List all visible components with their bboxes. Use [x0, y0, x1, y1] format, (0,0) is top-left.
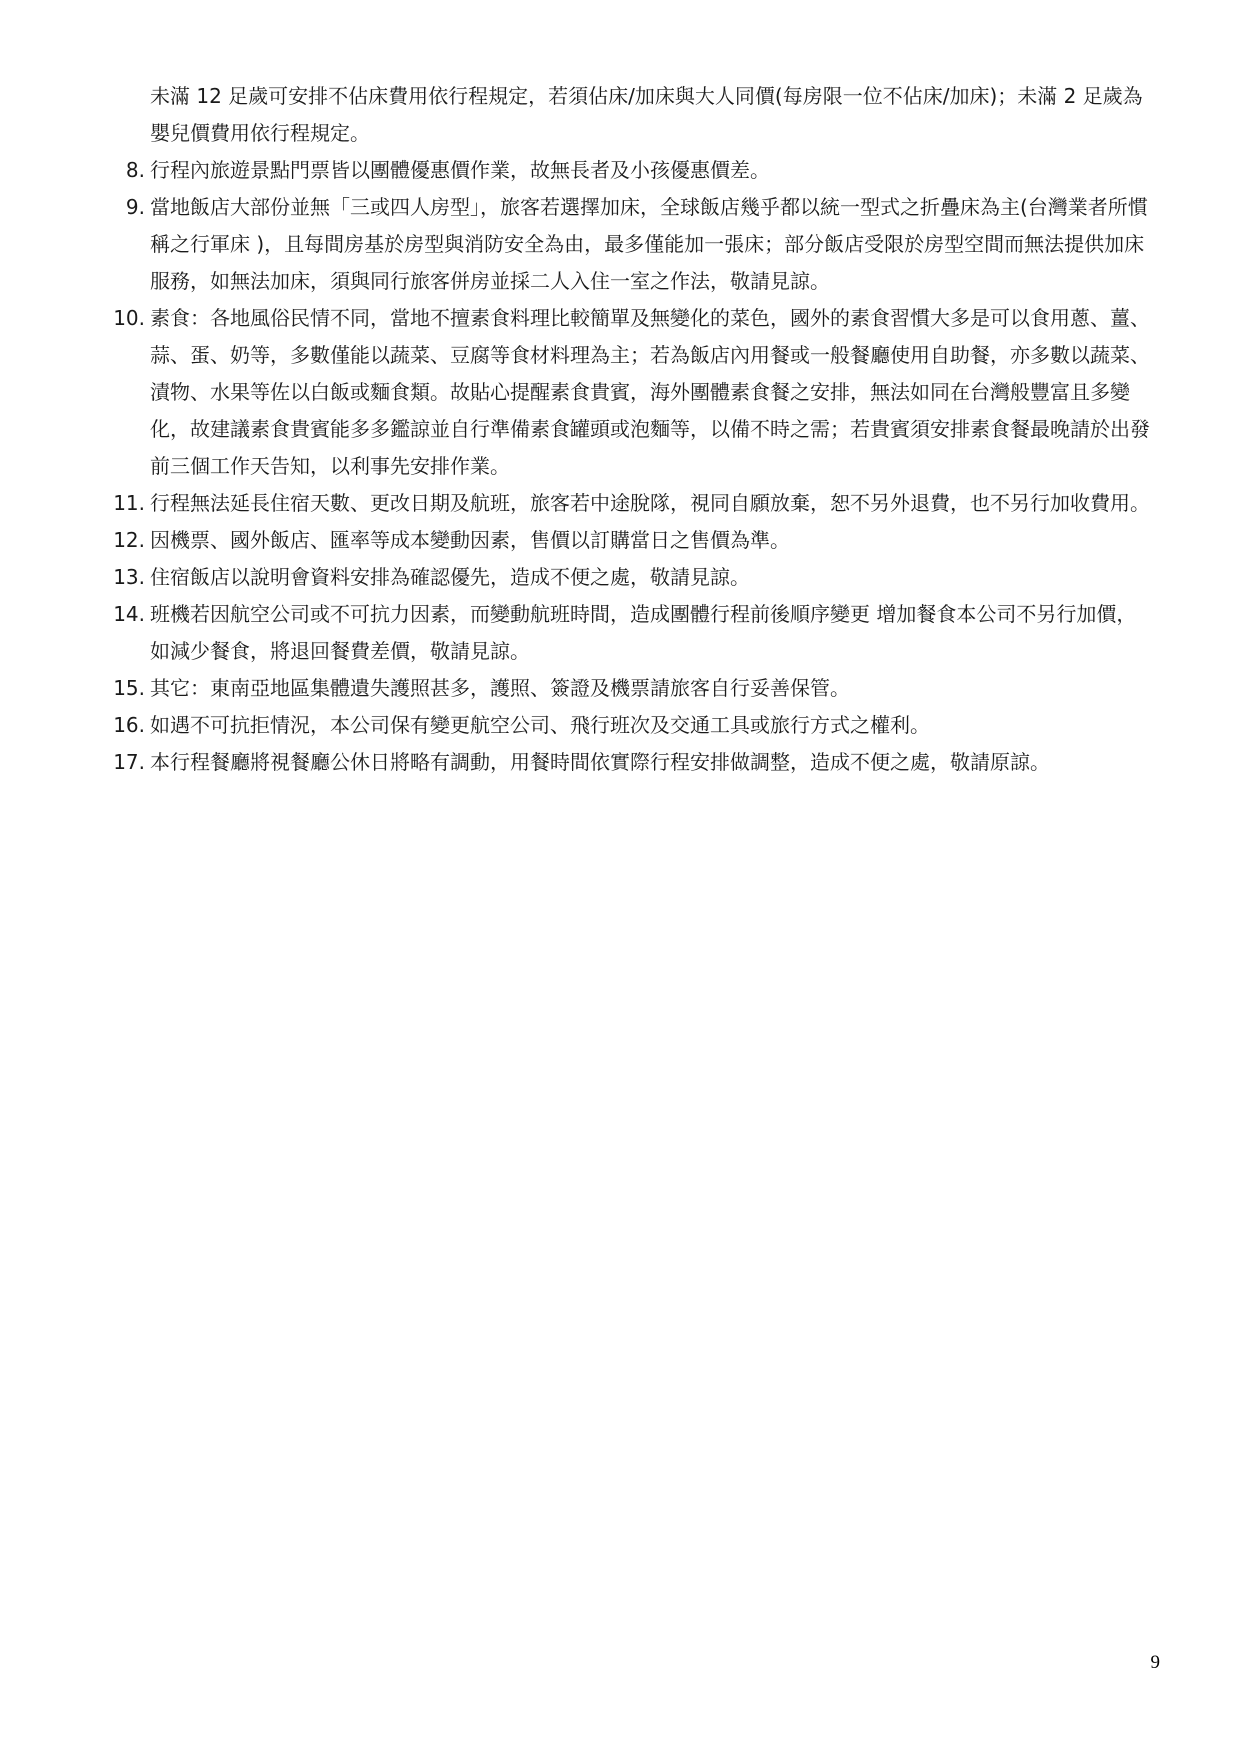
item-text: 行程無法延長住宿天數、更改日期及航班，旅客若中途脫隊，視同自願放棄，恕不另外退費，也不另行加收費用。	[150, 491, 1150, 515]
item-number: 14.	[113, 602, 145, 626]
item-text: 如遇不可抗拒情況，本公司保有變更航空公司、飛行班次及交通工具或旅行方式之權利。	[150, 713, 930, 737]
item-number: 12.	[113, 528, 145, 552]
list-item	[105, 707, 1155, 744]
item-text: 本行程餐廳將視餐廳公休日將略有調動，用餐時間依實際行程安排做調整，造成不便之處，敬請原諒。	[150, 750, 1050, 774]
list-item	[105, 596, 1155, 670]
notes-list	[105, 152, 1155, 781]
item-number: 13.	[113, 565, 145, 589]
item-text: 班機若因航空公司或不可抗力因素，而變動航班時間，造成團體行程前後順序變更 增加餐食本公司不另行加價，如減少餐食，將退回餐費差價，敬請見諒。	[150, 602, 1137, 663]
list-item	[105, 152, 1155, 189]
list-item	[105, 559, 1155, 596]
item-number: 10.	[113, 306, 145, 330]
notes-content	[105, 78, 1155, 781]
item-number: 11.	[113, 491, 145, 515]
list-item	[105, 522, 1155, 559]
list-item	[105, 189, 1155, 300]
item-text: 行程內旅遊景點門票皆以團體優惠價作業，故無長者及小孩優惠價差。	[150, 158, 770, 182]
item-text: 當地飯店大部份並無「三或四人房型」，旅客若選擇加床，全球飯店幾乎都以統一型式之折疊床為主(台灣業者所慣稱之行軍床 )，且每間房基於房型與消防安全為由，最多僅能加一張床；部分飯店受限於房型空間而無法提供加床服務，如無法加床，須與同行旅客併房並採二人入住一室之作法，敬請見諒。	[150, 195, 1148, 293]
page-number: 9	[1150, 1652, 1160, 1673]
item-number: 9.	[125, 195, 145, 219]
item-text: 其它：東南亞地區集體遺失護照甚多，護照、簽證及機票請旅客自行妥善保管。	[150, 676, 850, 700]
item-text: 素食：各地風俗民情不同，當地不擅素食料理比較簡單及無變化的菜色，國外的素食習慣大多是可以食用蔥、薑、蒜、蛋、奶等，多數僅能以蔬菜、豆腐等食材料理為主；若為飯店內用餐或一般餐廳使用自助餐，亦多數以蔬菜、漬物、水果等佐以白飯或麵食類。故貼心提醒素食貴賓，海外團體素食餐之安排，無法如同在台灣般豐富且多變化，故建議素食貴賓能多多鑑諒並自行準備素食罐頭或泡麵等，以備不時之需；若貴賓須安排素食餐最晚請於出發前三個工作天告知，以利事先安排作業。	[150, 306, 1150, 478]
list-item	[105, 670, 1155, 707]
list-item	[105, 485, 1155, 522]
continued-paragraph: 未滿 12 足歲可安排不佔床費用依行程規定，若須佔床/加床與大人同價(每房限一位不佔床/加床)；未滿 2 足歲為嬰兒價費用依行程規定。	[150, 84, 1143, 145]
item-text: 住宿飯店以說明會資料安排為確認優先，造成不便之處，敬請見諒。	[150, 565, 750, 589]
item-number: 17.	[113, 750, 145, 774]
item-number: 8.	[125, 158, 145, 182]
item-number: 16.	[113, 713, 145, 737]
item-text: 因機票、國外飯店、匯率等成本變動因素，售價以訂購當日之售價為準。	[150, 528, 790, 552]
list-item	[105, 300, 1155, 485]
item-number: 15.	[113, 676, 145, 700]
list-item	[105, 744, 1155, 781]
